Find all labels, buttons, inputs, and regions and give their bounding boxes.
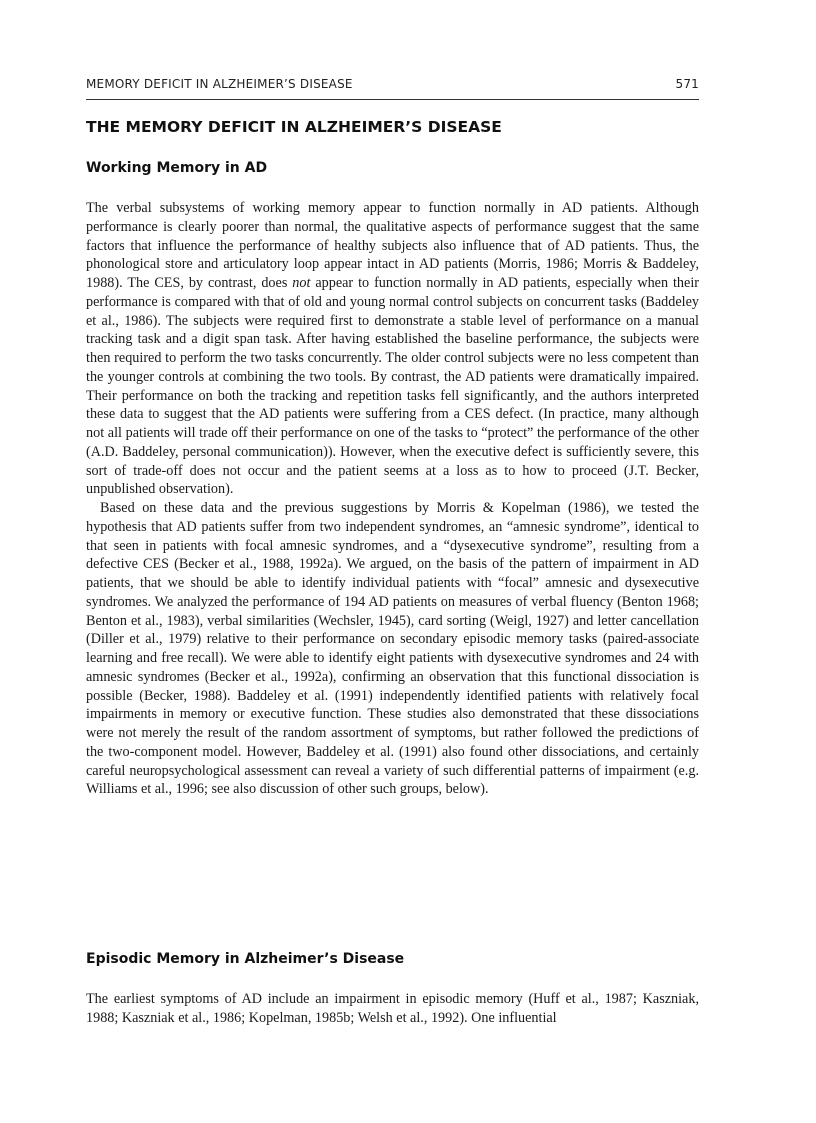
paragraph-text: appear to function normally in AD patients, especially when their performance is compared with that of old and young normal control subjects on concurrent tasks (Baddeley et al., 1986). The subjects were required first to demonstrate a stable level of performance on a manual tracking task and a digit span task. After having established the baseline performance, the subjects were then required to perform the two tasks concurrently. The older control subjects were no less competent than the younger controls at combining the two tools. By contrast, the AD patients were dramatically impaired. Their performance on both the tracking and repetition tasks fell significantly, and the authors interpreted these data to suggest that the AD patients were suffering from a CES defect. (In practice, many although not all patients will trade off their performance on one of the tasks to “protect” the performance of the other (A.D. Baddeley, personal communication)). However, when the executive defect is sufficiently severe, this sort of trade-off does not occur and the patient seems at a loss as to how to proceed (J.T. Becker, unpublished observation). xyxy=(86,275,699,498)
subsection-heading-working-memory: Working Memory in AD xyxy=(86,160,268,176)
subsection-heading-episodic-memory: Episodic Memory in Alzheimer’s Disease xyxy=(86,951,405,967)
running-header xyxy=(86,77,699,91)
body-text-episodic-memory xyxy=(86,990,699,1028)
paragraph: The earliest symptoms of AD include an impairment in episodic memory (Huff et al., 1987; Kaszniak, 1988; Kaszniak et al., 1986; Kopelman, 1985b; Welsh et al., 1992). One influential xyxy=(86,991,699,1026)
paragraph: Based on these data and the previous suggestions by Morris & Kopelman (1986), we tested the hypothesis that AD patients suffer from two independent syndromes, an “amnesic syndrome”, identical to that seen in patients with focal amnesic syndromes, and a “dysexecutive syndrome”, resulting from a defective CES (Becker et al., 1988, 1992a). We argued, on the basis of the pattern of impairment in AD patients, that we should be able to identify individual patients with “focal” amnesic and dysexecutive syndromes. We analyzed the performance of 194 AD patients on measures of verbal fluency (Benton 1968; Benton et al., 1983), verbal similarities (Wechsler, 1945), card sorting (Weigl, 1927) and letter cancellation (Diller et al., 1979) relative to their performance on secondary episodic memory tasks (paired-associate learning and free recall). We were able to identify eight patients with dysexecutive syndromes and 24 with amnesic syndromes (Becker et al., 1992a), confirming an observation that this functional dissociation is possible (Becker, 1988). Baddeley et al. (1991) independently identified patients with relatively focal impairments in memory or executive function. These studies also demonstrated that these dissociations were not merely the result of the random assortment of symptoms, but rather followed the predictions of the two-component model. However, Baddeley et al. (1991) also found other dissociations, and certainly careful neuropsychological assessment can reveal a variety of such differential patterns of impairment (e.g. Williams et al., 1996; see also discussion of other such groups, below). xyxy=(86,500,699,798)
running-title: MEMORY DEFICIT IN ALZHEIMER’S DISEASE xyxy=(86,77,353,91)
paragraph xyxy=(86,199,699,499)
section-title: THE MEMORY DEFICIT IN ALZHEIMER’S DISEASE xyxy=(86,118,502,136)
header-rule xyxy=(86,99,699,100)
emphasis-text: not xyxy=(292,275,311,291)
body-text-working-memory xyxy=(86,199,699,799)
paragraph-text: The verbal subsystems of working memory appear to function normally in AD patients. Although performance is clearly poorer than normal, the qualitative aspects of performance suggest that the same factors that influence the performance of healthy subjects also influence that of AD patients. Thus, the phonological store and articulatory loop appear intact in AD patients (Morris, 1986; Morris & Baddeley, 1988). The CES, by contrast, does xyxy=(86,200,699,291)
page-number: 571 xyxy=(675,77,699,91)
